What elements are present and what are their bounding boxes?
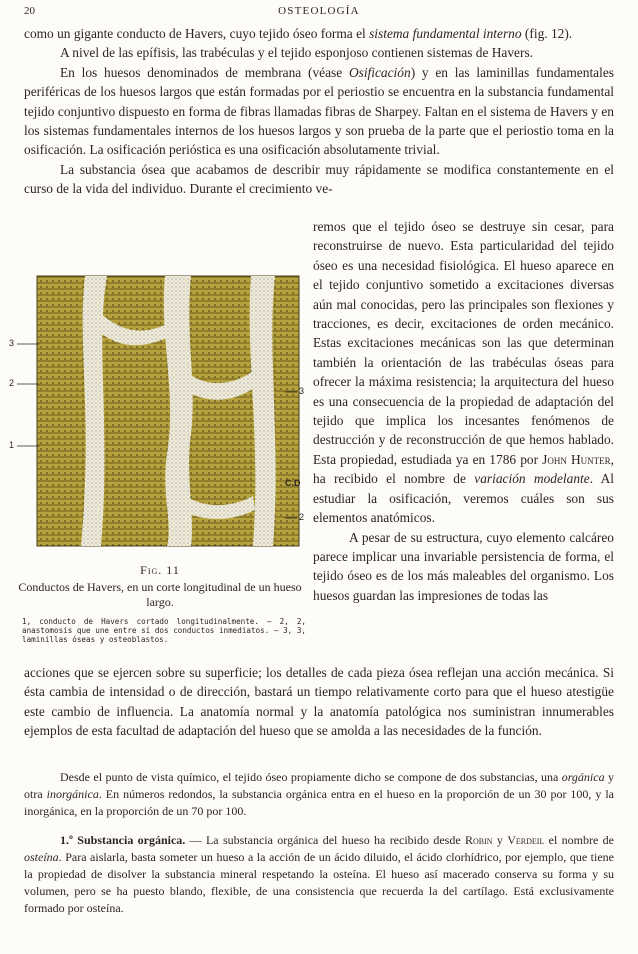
figure-mark-1: 1	[9, 440, 15, 450]
figure-label: Fig. 11	[140, 563, 180, 577]
small-paragraph-2: 1.º Substancia orgánica. — La substancia orgánica del hueso ha recibido desde Robin y Verdeil el nombre de osteína. Para aislarla, basta someter un hueso a la acción de un ácido diluido, el ácido clorhídrico, por ejemplo, que tiene la propiedad de disolver la substancia mineral respetando la osteína. El hueso así macerado conserva su forma y su volumen, pero se ha puesto blando, flexible, de una consistencia que recuerda la del cartílago. Está exclusivamente formado por osteína.	[24, 833, 614, 915]
page-number: 20	[24, 5, 35, 17]
figure-caption: Conductos de Havers, en un corte longitudinal de un hueso largo.	[18, 580, 302, 609]
section-heading: 1.º Substancia orgánica.	[60, 833, 186, 847]
after-figure-text	[24, 663, 614, 741]
figure-legend: 1, conducto de Havers cortado longitudinalmente. — 2, 2, anastomosis que une entre sí dos conductos inmediatos. — 3, 3, laminillas óseas y osteoblastos.	[22, 617, 306, 644]
havers-canals-figure	[9, 274, 311, 574]
figure-mark-3b: 3	[299, 386, 305, 396]
wrap-paragraph-2: A pesar de su estructura, cuyo elemento calcáreo parece implicar una invariable persistencia de forma, el tejido óseo es de los más maleables del organismo. Los huesos guardan las impresiones de todas las	[313, 529, 614, 603]
wrapped-column-text	[313, 217, 614, 605]
paragraph-after-figure: acciones que se ejercen sobre su superficie; los detalles de cada pieza ósea reflejan una acción mecánica. Si ésta cambia de intensidad o de dirección, bastará un tiempo relativamente corto para que el hueso atestigüe este cambio de influencia. La anatomía normal y la anatomía patológica nos suministran innumerables ejemplos de esta facultad de adaptación del hueso que se amolda a las necesidades de la función.	[24, 665, 614, 739]
paragraph-2: A nivel de las epífisis, las trabéculas y el tejido esponjoso contienen sistemas de Havers.	[60, 45, 534, 61]
top-text-block	[24, 24, 614, 199]
paragraph-3: En los huesos denominados de membrana (véase Osificación) y en las laminillas fundamentales periféricas de los huesos largos que están formadas por el periostio se encuentra en la substancia fundamental tejido conjuntivo dispuesto en forma de fibras llamadas fibras de Sharpey. Faltan en el sistema de Havers y en los sistemas fundamentales internos de los huesos largos y son prueba de la parte que el periostio toma en la osificación. La osificación perióstica es una osificación absolutamente trivial.	[24, 64, 614, 158]
page-header	[24, 5, 614, 21]
figure-mark-cd: C.D	[285, 478, 301, 488]
bone-section-illustration	[15, 274, 311, 574]
paragraph-1: como un gigante conducto de Havers, cuyo tejido óseo forma el sistema fundamental interno (fig. 12).	[24, 26, 573, 41]
figure-mark-2a: 2	[9, 378, 15, 388]
small-paragraph-1: Desde el punto de vista químico, el tejido óseo propiamente dicho se compone de dos substancias, una orgánica y otra inorgánica. En números redondos, la substancia orgánica entra en el hueso en la proporción de un 30 por 100, y la inorgánica, en la proporción de un 70 por 100.	[24, 770, 614, 818]
small-print-block	[24, 769, 614, 917]
paragraph-4: La substancia ósea que acabamos de describir muy rápidamente se modifica constantemente en el curso de la vida del individuo. Durante el crecimiento ve-	[24, 161, 614, 197]
figure-mark-3a: 3	[9, 338, 15, 348]
figure-mark-2b: 2	[299, 512, 305, 522]
running-title: OSTEOLOGÍA	[278, 5, 360, 17]
wrap-paragraph-1: remos que el tejido óseo se destruye sin cesar, para reconstruirse de nuevo. Esta particularidad del tejido óseo es una necesidad fisiológica. El hueso aparece en el tejido conjuntivo sometido a excitaciones diversas aún mal conocidas, pero las principales son flexiones y tracciones, es decir, excitaciones de orden mecánico. Estas excitaciones mecánicas son las que determinan también la orientación de las trabéculas óseas para ofrecer la máxima resistencia; la arquitectura del hueso es una consecuencia de la propiedad de adaptación del tejido que implica los incesantes fenómenos de destrucción y de reconstrucción de que hemos hablado. Esta propiedad, estudiada ya en 1786 por John Hunter, ha recibido el nombre de variación modelante. Al estudiar la osificación, veremos cuáles son sus elementos anatómicos.	[313, 219, 614, 526]
